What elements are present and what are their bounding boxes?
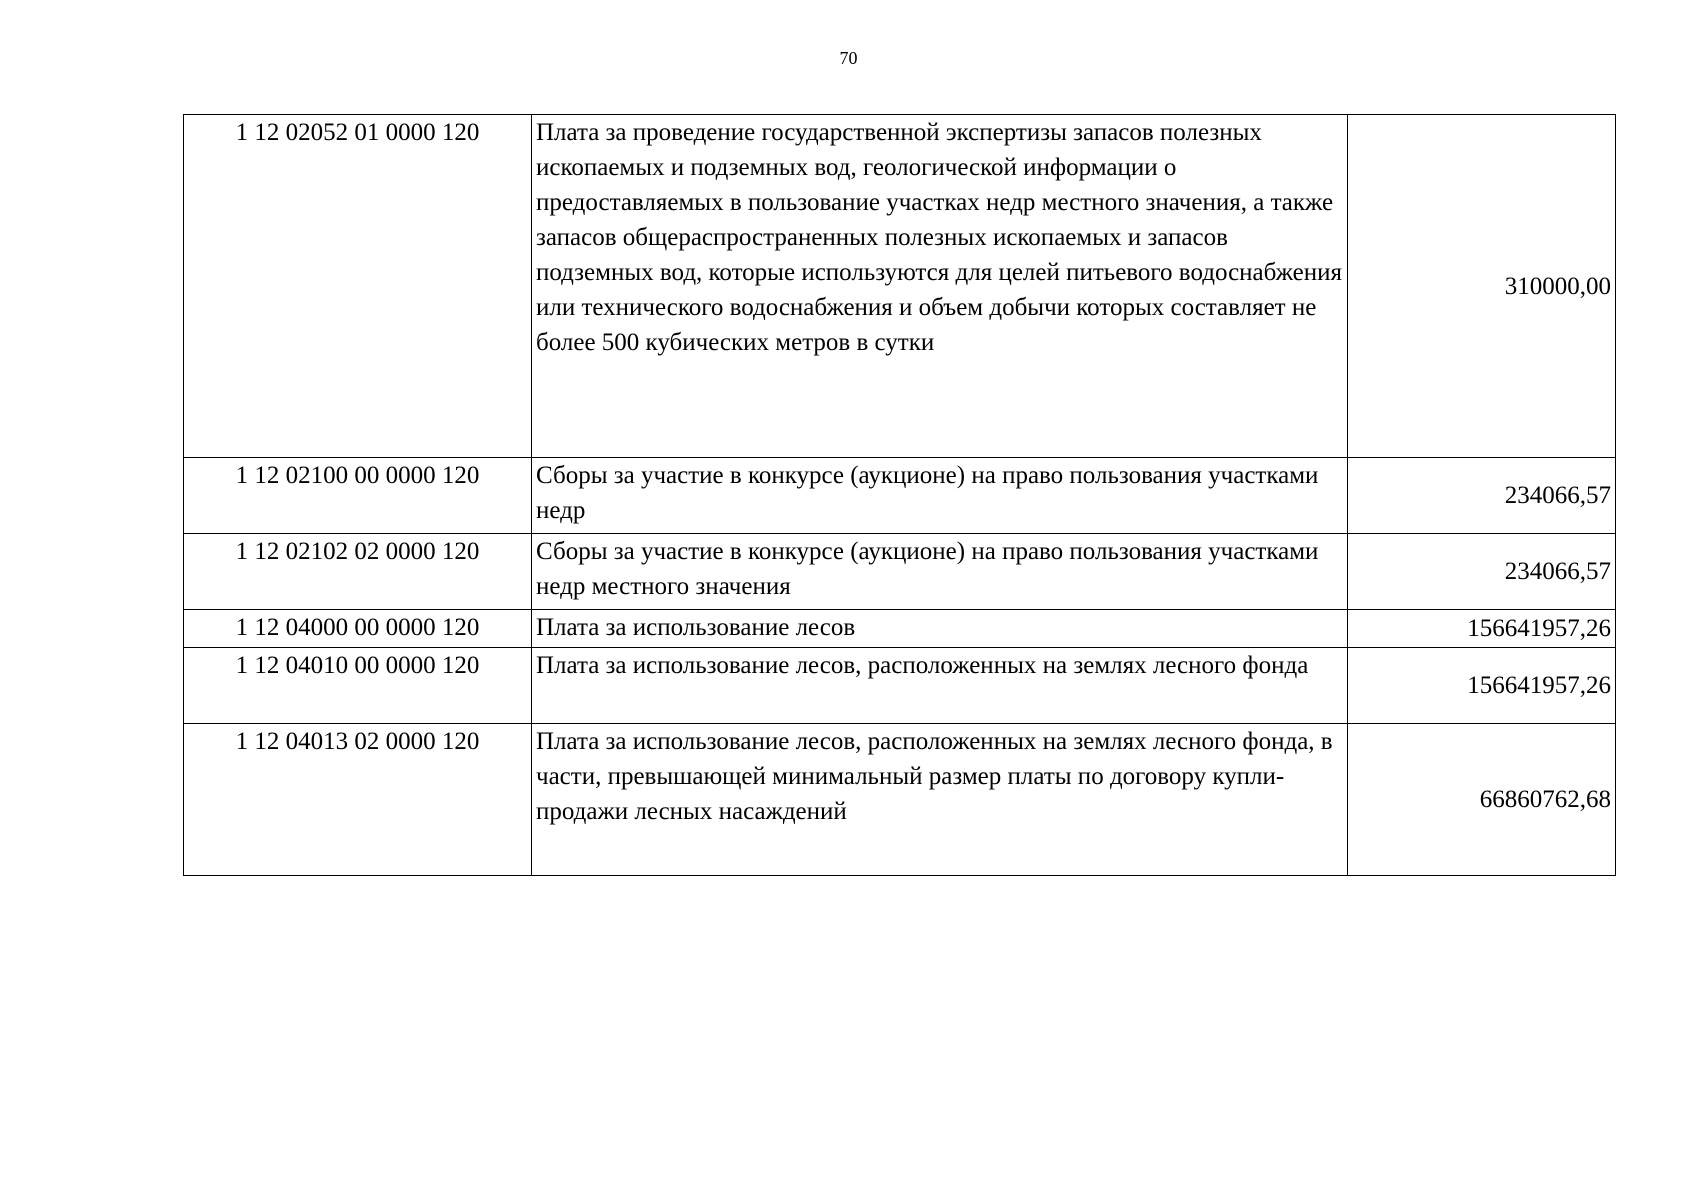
row-code: 1 12 04013 02 0000 120 [184, 724, 532, 876]
row-code: 1 12 04000 00 0000 120 [184, 610, 532, 648]
row-amount: 66860762,68 [1348, 724, 1616, 876]
row-code: 1 12 02102 02 0000 120 [184, 534, 532, 610]
row-description: Плата за проведение государственной экспертизы запасов полезных ископаемых и подземных вод, геологической информации о предоставляемых в пользование участках недр местного значения, а также запасов общераспространенных полезных ископаемых и запасов подземных вод, которые используются для целей питьевого водоснабжения или технического водоснабжения и объем добычи которых составляет не более 500 кубических метров в сутки [532, 115, 1348, 458]
row-amount: 156641957,26 [1348, 648, 1616, 724]
row-amount: 234066,57 [1348, 458, 1616, 534]
row-code: 1 12 02100 00 0000 120 [184, 458, 532, 534]
table-row [184, 115, 1616, 458]
table-row [184, 458, 1616, 534]
budget-revenue-table [183, 114, 1616, 876]
table-row [184, 610, 1616, 648]
row-amount: 234066,57 [1348, 534, 1616, 610]
table-row [184, 724, 1616, 876]
page-number: 70 [839, 48, 858, 68]
row-code: 1 12 02052 01 0000 120 [184, 115, 532, 458]
table-row [184, 534, 1616, 610]
row-code: 1 12 04010 00 0000 120 [184, 648, 532, 724]
row-amount: 310000,00 [1348, 115, 1616, 458]
row-description: Сборы за участие в конкурсе (аукционе) на право пользования участками недр [532, 458, 1348, 534]
row-description: Плата за использование лесов, расположенных на землях лесного фонда [532, 648, 1348, 724]
row-description: Сборы за участие в конкурсе (аукционе) на право пользования участками недр местного значения [532, 534, 1348, 610]
table-row [184, 648, 1616, 724]
row-amount: 156641957,26 [1348, 610, 1616, 648]
row-description: Плата за использование лесов [532, 610, 1348, 648]
row-description: Плата за использование лесов, расположенных на землях лесного фонда, в части, превышающей минимальный размер платы по договору купли-продажи лесных насаждений [532, 724, 1348, 876]
